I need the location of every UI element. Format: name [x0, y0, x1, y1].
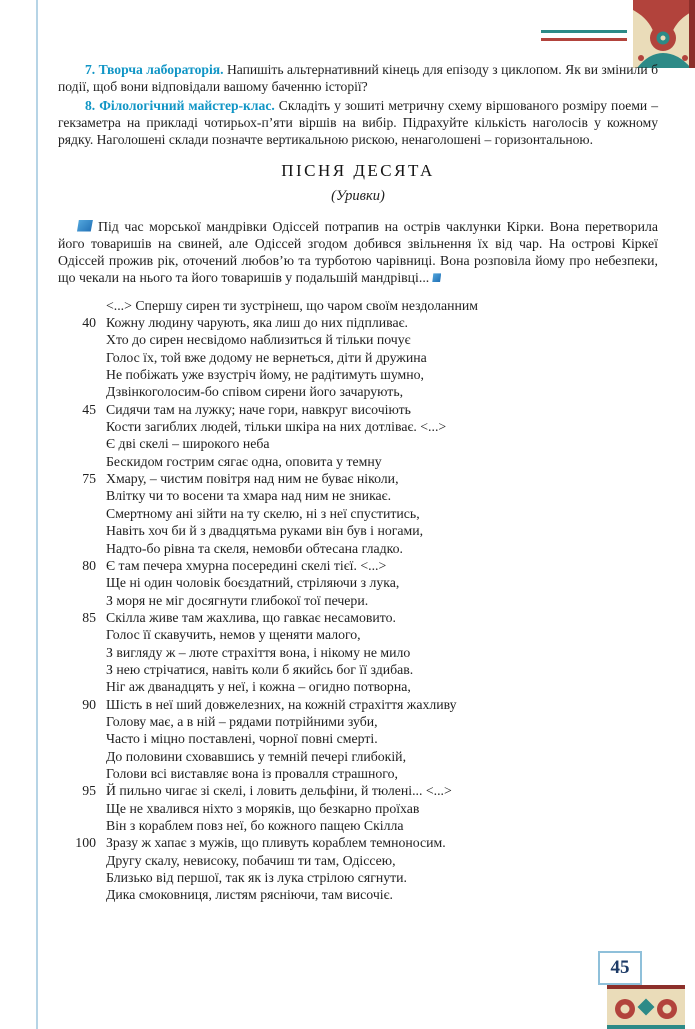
intro-paragraph: [58, 218, 658, 287]
poem-line-text: Дзвінкоголосим-бо співом сирени його зачарують,: [106, 384, 404, 400]
poem-line-number: [58, 730, 106, 747]
poem-line-number: [58, 453, 106, 470]
poem-line: [58, 470, 658, 487]
page-content: [58, 62, 658, 904]
poem-line-number: 40: [82, 315, 96, 331]
poem-line-number: 100: [75, 835, 96, 851]
poem-line: [58, 314, 658, 331]
poem-line-text: Дика смоковниця, листям рясніючи, там височіє.: [106, 887, 393, 903]
poem-line: [58, 487, 658, 504]
flag-icon: [77, 220, 93, 232]
task-8: [58, 98, 658, 148]
poem-line: [58, 557, 658, 574]
task-7-number: 7.: [85, 62, 96, 77]
poem-line-number: [58, 297, 106, 314]
poem-line-text: До половини сховавшись у темній печері глибокій,: [106, 748, 407, 764]
song-subtitle: (Уривки): [331, 187, 385, 204]
poem-line: [58, 453, 658, 470]
poem-line: [58, 435, 658, 452]
poem-line-number: [58, 383, 106, 400]
poem-line: [58, 678, 658, 695]
poem-line-text: Скілла живе там жахлива, що гавкає несамовито.: [106, 609, 396, 625]
poem-line: [58, 592, 658, 609]
poem-line: [58, 366, 658, 383]
poem-line-text: Часто і міцно поставлені, чорної повні смерті.: [106, 731, 378, 747]
poem-line: [58, 522, 658, 539]
poem-line-number: [58, 852, 106, 869]
poem-line-text: Смертному ані зійти на ту скелю, ні з неї спуститись,: [106, 505, 420, 521]
poem-line-number: [58, 886, 106, 903]
poem-line-number: 45: [82, 401, 96, 417]
poem-line-text: <...> Спершу сирен ти зустрінеш, що чаром своїм нездоланним: [106, 297, 479, 313]
page-number-box: [598, 951, 642, 985]
poem-line-text: Голос їх, той вже додому не вернеться, діти й дружина: [106, 349, 427, 365]
page-number: 45: [610, 957, 630, 978]
poem-line-number: [58, 817, 106, 834]
poem-line-number: [58, 626, 106, 643]
poem-line-text: Близько від першої, так як із лука стрілою сягнути.: [106, 870, 407, 886]
poem-line-text: Він з кораблем повз неї, бо кожного пащею Скілла: [106, 818, 404, 834]
poem-line: [58, 644, 658, 661]
poem-line-number: [58, 800, 106, 817]
poem-line-text: Й пильно чигає зі скелі, і ловить дельфіни, й тюлені... <...>: [106, 783, 452, 799]
poem-line-number: 85: [82, 609, 96, 625]
poem-line-number: [58, 765, 106, 782]
poem-line-text: Ніг аж дванадцять у неї, і кожна – огидно потворна,: [106, 679, 411, 695]
poem-line: [58, 817, 658, 834]
poem-line: [58, 765, 658, 782]
poem-line-text: З нею стрічатися, навіть коли б якийсь бог її здибав.: [106, 661, 414, 677]
poem-line: [58, 696, 658, 713]
poem-line-text: Кожну людину чарують, яка лиш до них підпливає.: [106, 315, 408, 331]
poem-line: [58, 383, 658, 400]
poem-line-text: Кости загиблих людей, тільки шкіра на них дотліває. <...>: [106, 419, 447, 435]
poem-line: [58, 852, 658, 869]
poem-line-text: Голови всі виставляє вона із провалля страшного,: [106, 765, 398, 781]
poem-line-text: Бескидом гострим сягає одна, оповита у темну: [106, 453, 382, 469]
intro-text: Під час морської мандрівки Одіссей потрапив на острів чаклунки Кірки. Вона перетворила його товаришів на свиней, але Одіссей згодом добився звільнення їх від чар. На острові Кіркеї Одіссей прожив рік, оточений любов’ю та турботою чарівниці. Вона розповіла йому про небезпеки, що чекали на нього та його товаришів у подальшій мандрівці...: [58, 218, 658, 286]
poem-line-number: [58, 366, 106, 383]
poem-line-text: Є там печера хмурна посередині скелі тієї. <...>: [106, 557, 387, 573]
poem-line-number: [58, 592, 106, 609]
task-8-number: 8.: [85, 98, 96, 114]
poem-line: [58, 730, 658, 747]
poem-line-number: [58, 869, 106, 886]
red-rule-line: [541, 38, 627, 41]
poem-line: [58, 349, 658, 366]
poem-line-text: Ще ні один чоловік боєздатний, стріляючи з лука,: [106, 575, 400, 591]
poem-line: [58, 574, 658, 591]
poem-line-text: Хмару, – чистим повітря над ним не буває ніколи,: [106, 471, 399, 487]
poem-line: [58, 834, 658, 851]
poem-line-number: [58, 522, 106, 539]
task-7: [58, 62, 658, 95]
poem-line-number: [58, 748, 106, 765]
poem-line: [58, 505, 658, 522]
poem-line-text: Хто до сирен несвідомо наблизиться й тільки почує: [106, 332, 411, 348]
poem: [58, 297, 658, 904]
poem-line: [58, 401, 658, 418]
poem-line-number: [58, 349, 106, 366]
poem-line-number: [58, 487, 106, 504]
poem-line: [58, 800, 658, 817]
poem-line-number: [58, 713, 106, 730]
task-8-text: Складіть у зошиті метричну схему віршованого розміру поеми – гекзаметра на прикладі чотирьох-п’яти віршів на вибір. Підрахуйте кількість наголосів у кожному рядку. Наголошені склади позначте вертикальною рискою, ненаголошені – горизонтальною.: [58, 98, 658, 147]
poem-line-number: [58, 574, 106, 591]
poem-line-number: [58, 661, 106, 678]
poem-line-number: 90: [82, 696, 96, 712]
poem-line-number: 95: [82, 783, 96, 799]
poem-line-text: Надто-бо рівна та скеля, немовби обтесана гладко.: [106, 540, 403, 556]
poem-line-number: [58, 505, 106, 522]
poem-line-text: Не побіжать уже взустріч йому, не радітимуть шумно,: [106, 367, 425, 383]
poem-line: [58, 331, 658, 348]
poem-line: [58, 418, 658, 435]
intro-end-marker-icon: [432, 273, 441, 282]
folk-ornament-top-icon: [633, 0, 695, 68]
poem-line-number: [58, 418, 106, 435]
poem-line: [58, 886, 658, 903]
header-decoration: [535, 0, 695, 70]
poem-line-text: Голос її скавучить, немов у щеняти малого,: [106, 627, 361, 643]
left-margin-rule: [36, 0, 38, 1029]
poem-line-number: 80: [82, 557, 96, 573]
poem-line: [58, 609, 658, 626]
poem-line-number: [58, 435, 106, 452]
poem-line: [58, 869, 658, 886]
poem-line-text: Навіть хоч би й з двадцятьма руками він був і ногами,: [106, 523, 424, 539]
poem-line-text: З моря не міг досягнути глибокої тої печери.: [106, 592, 369, 608]
task-7-text: Напишіть альтернативний кінець для епізоду з циклопом. Як ви змінили б події, щоб вони відповідали вашому баченню історії?: [58, 62, 658, 94]
task-7-title: Творча лабораторія.: [98, 62, 224, 77]
poem-line: [58, 748, 658, 765]
poem-line-text: З вигляду ж – люте страхіття вона, і нікому не мило: [106, 644, 411, 660]
poem-line-text: Другу скалу, невисоку, побачиш ти там, Одіссею,: [106, 852, 396, 868]
poem-line-text: Є дві скелі – широкого неба: [106, 436, 270, 452]
poem-line-text: Зразу ж хапає з мужів, що пливуть кораблем темноносим.: [106, 835, 446, 851]
poem-line: [58, 540, 658, 557]
poem-line-text: Сидячи там на лужку; наче гори, навкруг височіють: [106, 401, 411, 417]
poem-line: [58, 782, 658, 799]
poem-line-number: [58, 331, 106, 348]
poem-line-number: [58, 644, 106, 661]
folk-ornament-bottom-icon: [607, 985, 685, 1029]
poem-line-text: Шість в неї ший довжелезних, на кожній страхіття жахливу: [106, 696, 457, 712]
poem-line-number: [58, 540, 106, 557]
song-title: ПІСНЯ ДЕСЯТА: [281, 160, 435, 180]
poem-line-text: Голову має, а в ній – рядами потрійними зуби,: [106, 713, 378, 729]
poem-line-text: Ще не хвалився ніхто з моряків, що безкарно проїхав: [106, 800, 420, 816]
poem-line-text: Влітку чи то восени та хмара над ним не зникає.: [106, 488, 392, 504]
poem-line: [58, 626, 658, 643]
task-8-title: Філологічний майстер-клас.: [99, 98, 275, 114]
poem-line-number: [58, 678, 106, 695]
header-rule-lines: [541, 30, 627, 46]
teal-rule-line: [541, 30, 627, 33]
poem-line: [58, 661, 658, 678]
poem-line: [58, 713, 658, 730]
poem-line: [58, 297, 658, 314]
poem-line-number: 75: [82, 471, 96, 487]
